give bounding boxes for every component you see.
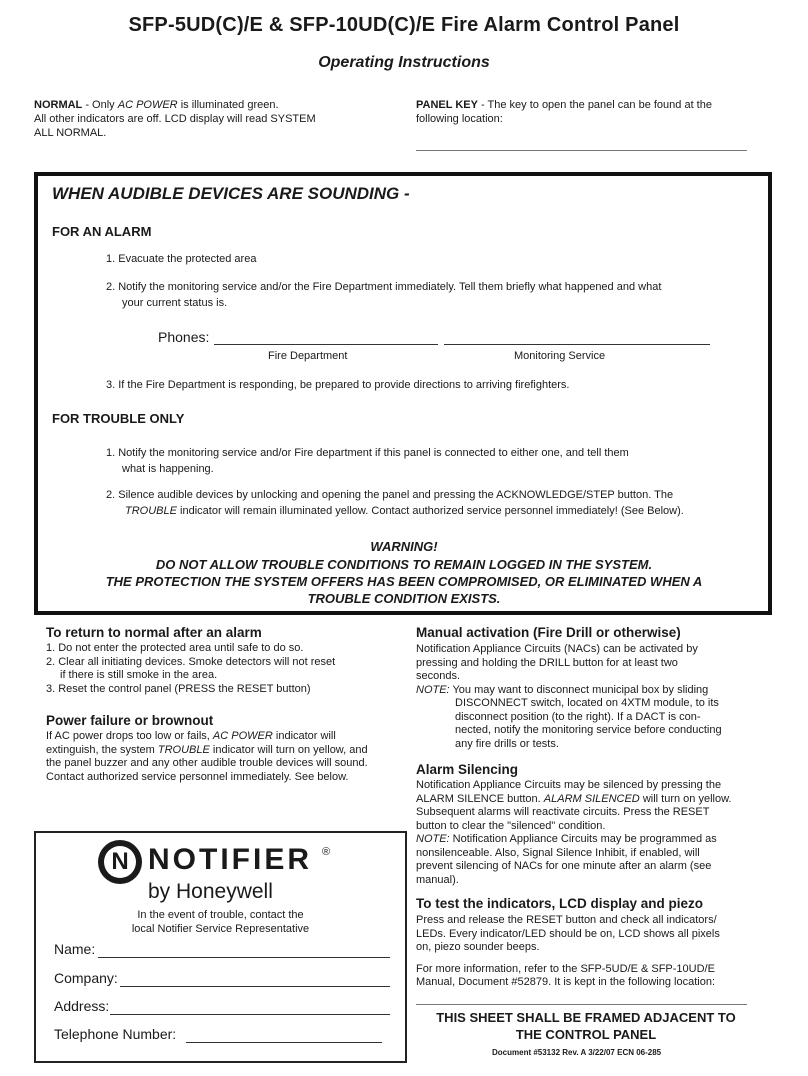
trouble-step-2b: indicator will remain illuminated yellow. Contact authorized service personnel immediately! (See Below). bbox=[176, 505, 684, 517]
alarm-silencing-n1: Notification Appliance Circuits may be programmed as bbox=[449, 833, 717, 845]
telephone-label: Telephone Number: bbox=[54, 1026, 177, 1042]
framed-notice-line-1: THIS SHEET SHALL BE FRAMED ADJACENT TO bbox=[436, 1010, 736, 1025]
address-label: Address: bbox=[54, 998, 110, 1014]
test-indicators-l1: Press and release the RESET button and check all indicators/ bbox=[416, 914, 717, 926]
normal-label: NORMAL bbox=[34, 99, 83, 111]
warning-line-3: TROUBLE CONDITION EXISTS. bbox=[307, 591, 501, 606]
trouble-contact-note-1: In the event of trouble, contact the bbox=[137, 909, 304, 921]
name-label: Name: bbox=[54, 941, 96, 957]
test-indicators-heading: To test the indicators, LCD display and piezo bbox=[416, 896, 704, 911]
phones-label: Phones: bbox=[158, 329, 210, 345]
name-field-line bbox=[98, 957, 390, 958]
alarm-silencing-l3: Subsequent alarms will reactivate circuits. Press the RESET bbox=[416, 806, 710, 818]
test-indicators-l3: on, piezo sounder beeps. bbox=[416, 941, 540, 953]
manual-activation-l2: pressing and holding the DRILL button for at least two bbox=[416, 656, 678, 669]
panel-key-text-b: following location: bbox=[416, 113, 503, 125]
alarm-silencing-note-label: NOTE: bbox=[416, 833, 450, 845]
monitoring-service-phone-line bbox=[444, 344, 710, 345]
telephone-field-line bbox=[186, 1042, 382, 1043]
manual-activation-l1: Notification Appliance Circuits (NACs) can be activated by bbox=[416, 643, 698, 655]
return-normal-line-2b: if there is still smoke in the area. bbox=[60, 669, 218, 681]
notifier-brand: NOTIFIER bbox=[148, 843, 312, 876]
panel-key-text bbox=[416, 98, 756, 126]
trouble-step-2 bbox=[106, 487, 766, 519]
test-indicators-m2: Manual, Document #52879. It is kept in the following location: bbox=[416, 976, 716, 988]
document-subtitle: Operating Instructions bbox=[318, 54, 490, 71]
by-honeywell: by Honeywell bbox=[148, 880, 273, 903]
alarm-silencing-l2b: will turn on yellow. bbox=[639, 792, 732, 805]
alarm-step-2b: your current status is. bbox=[122, 297, 228, 309]
power-failure-heading: Power failure or brownout bbox=[46, 713, 214, 728]
return-normal-line-1: 1. Do not enter the protected area until safe to do so. bbox=[46, 642, 304, 654]
trouble-step-1a: 1. Notify the monitoring service and/or Fire department if this panel is connected to either one, and tell them bbox=[106, 447, 629, 459]
notifier-registered: ® bbox=[322, 846, 331, 858]
manual-activation-text bbox=[416, 643, 766, 751]
normal-text-b: is illuminated green. bbox=[177, 99, 279, 111]
panel-key-location-line bbox=[416, 150, 747, 151]
trouble-step-1b: what is happening. bbox=[122, 463, 214, 475]
alarm-silenced-indicator: ALARM SILENCED bbox=[543, 792, 640, 805]
trouble-step-2a: 2. Silence audible devices by unlocking and opening the panel and pressing the ACKNOWLEDGE/STEP button. The bbox=[106, 489, 674, 501]
alarm-silencing-heading: Alarm Silencing bbox=[416, 762, 519, 777]
return-normal-text bbox=[46, 642, 406, 696]
warning-line-1: DO NOT ALLOW TROUBLE CONDITIONS TO REMAIN LOGGED IN THE SYSTEM. bbox=[155, 557, 653, 572]
warning-line-2: THE PROTECTION THE SYSTEM OFFERS HAS BEEN COMPROMISED, OR ELIMINATED WHEN A bbox=[105, 574, 703, 589]
power-failure-ac-power: AC POWER bbox=[212, 730, 273, 742]
trouble-step-1 bbox=[106, 445, 756, 477]
alarm-silencing-l1: Notification Appliance Circuits may be silenced by pressing the bbox=[416, 779, 722, 791]
power-failure-a: If AC power drops too low or fails, bbox=[46, 730, 213, 742]
normal-text-c: All other indicators are off. LCD display will read SYSTEM bbox=[34, 113, 316, 125]
manual-activation-n4: nected, notify the monitoring service before conducting bbox=[455, 724, 722, 736]
test-indicators-m1: For more information, refer to the SFP-5UD/E & SFP-10UD/E bbox=[416, 962, 715, 975]
document-footer: Document #53132 Rev. A 3/22/07 ECN 06-285 bbox=[492, 1048, 662, 1057]
manual-activation-l3: seconds. bbox=[416, 670, 461, 682]
alarm-step-2a: 2. Notify the monitoring service and/or the Fire Department immediately. Tell them briefly what happened and what bbox=[106, 281, 662, 293]
panel-key-label: PANEL KEY bbox=[416, 99, 478, 111]
alarm-step-2 bbox=[106, 279, 756, 311]
alarm-silencing-l4: button to clear the "silenced" condition. bbox=[416, 819, 606, 832]
manual-activation-n5: any fire drills or tests. bbox=[455, 737, 559, 750]
warning-title: WARNING! bbox=[370, 539, 438, 554]
alarm-silencing-text bbox=[416, 779, 766, 887]
address-field-line bbox=[110, 1014, 390, 1015]
normal-text-d: ALL NORMAL. bbox=[34, 127, 107, 139]
alarm-step-1: 1. Evacuate the protected area bbox=[106, 253, 257, 265]
return-normal-line-3: 3. Reset the control panel (PRESS the RESET button) bbox=[46, 682, 311, 695]
alarm-silencing-n4: manual). bbox=[416, 873, 459, 886]
power-failure-text bbox=[46, 730, 408, 784]
fire-department-caption: Fire Department bbox=[268, 350, 348, 362]
power-failure-c: extinguish, the system bbox=[46, 743, 158, 756]
alarm-silencing-n2: nonsilenceable. Also, Signal Silence Inhibit, if enabled, will bbox=[416, 846, 700, 859]
power-failure-e: the panel buzzer and any other audible trouble devices will sound. bbox=[46, 757, 368, 769]
alarm-heading: FOR AN ALARM bbox=[52, 224, 152, 239]
power-failure-f: Contact authorized service personnel immediately. See below. bbox=[46, 770, 349, 783]
return-normal-line-2a: 2. Clear all initiating devices. Smoke detectors will not reset bbox=[46, 655, 336, 668]
framed-notice-line-2: THE CONTROL PANEL bbox=[515, 1027, 657, 1042]
normal-text-a: - Only bbox=[82, 99, 118, 111]
manual-location-line bbox=[416, 1004, 747, 1005]
alarm-silencing-n3: prevent silencing of NACs for one minute after an alarm (see bbox=[416, 860, 712, 872]
fire-department-phone-line bbox=[214, 344, 438, 345]
power-failure-d: indicator will turn on yellow, and bbox=[209, 743, 368, 756]
trouble-italic: TROUBLE bbox=[125, 505, 177, 517]
monitoring-service-caption: Monitoring Service bbox=[514, 350, 606, 362]
manual-activation-n3: disconnect position (to the right). If a DACT is con- bbox=[455, 710, 701, 723]
manual-activation-n2: DISCONNECT switch, located on 4XTM module, to its bbox=[455, 697, 719, 709]
alarm-step-3: 3. If the Fire Department is responding, be prepared to provide directions to arriving firefighters. bbox=[106, 379, 570, 391]
test-indicators-l2: LEDs. Every indicator/LED should be on, LCD shows all pixels bbox=[416, 927, 720, 940]
company-label: Company: bbox=[54, 970, 118, 986]
notifier-logo-letter: N bbox=[111, 848, 129, 875]
normal-ac-power: AC POWER bbox=[117, 99, 178, 111]
alarm-silencing-l2a: ALARM SILENCE button. bbox=[416, 792, 544, 805]
audible-heading: WHEN AUDIBLE DEVICES ARE SOUNDING - bbox=[52, 184, 410, 203]
manual-activation-note-label: NOTE: bbox=[416, 683, 450, 696]
document-title: SFP-5UD(C)/E & SFP-10UD(C)/E Fire Alarm Control Panel bbox=[128, 14, 680, 36]
normal-status-text bbox=[34, 98, 364, 140]
power-failure-b: indicator will bbox=[272, 730, 336, 742]
manual-activation-heading: Manual activation (Fire Drill or otherwise) bbox=[416, 625, 681, 640]
company-field-line bbox=[120, 986, 390, 987]
return-normal-heading: To return to normal after an alarm bbox=[46, 625, 262, 640]
trouble-heading: FOR TROUBLE ONLY bbox=[52, 411, 185, 426]
power-failure-trouble: TROUBLE bbox=[157, 743, 210, 756]
panel-key-text-a: - The key to open the panel can be found at the bbox=[477, 99, 712, 111]
trouble-contact-note-2: local Notifier Service Representative bbox=[131, 923, 310, 935]
manual-activation-n1: You may want to disconnect municipal box by sliding bbox=[449, 683, 709, 696]
test-indicators-text bbox=[416, 914, 766, 990]
